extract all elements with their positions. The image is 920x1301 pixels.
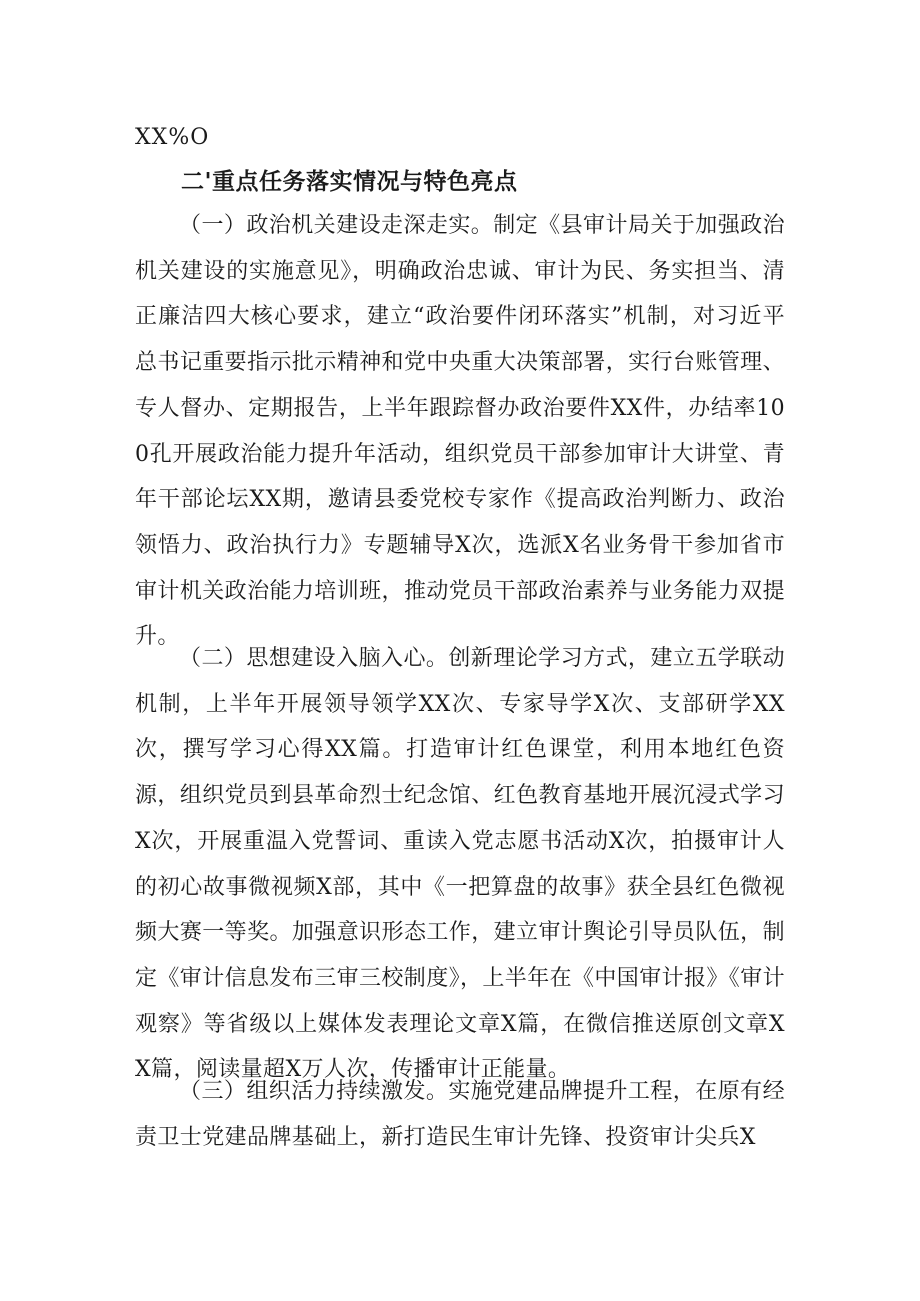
paragraph-organization-vitality: （三）组织活力持续激发。实施党建品牌提升工程，在原有经责卫士党建品牌基础上，新打造民生审计先锋、投资审计尖兵X: [135, 1079, 785, 1150]
paragraph-political-organ: （一）政治机关建设走深走实。制定《县审计局关于加强政治机关建设的实施意见》，明确政治忠诚、审计为民、务实担当、清正廉洁四大核心要求，建立“政治要件闭环落实”机制，对习近平总书记重要指示批示精神和党中央重大决策部署，实行台账管理、专人督办、定期报告，上半年跟踪督办政治要件XX件，办结率100孔开展政治能力提升年活动，组织党员干部参加审计大讲堂、青年干部论坛XX期，邀请县委党校专家作《提高政治判断力、政治领悟力、政治执行力》专题辅导X次，选派X名业务骨干参加省市审计机关政治能力培训班，推动党员干部政治素养与业务能力双提升。: [135, 213, 785, 650]
previous-page-fragment: XX%O: [135, 125, 210, 150]
section-heading: 二'重点任务落实情况与特色亮点: [181, 169, 518, 195]
paragraph-ideological-building: （二）思想建设入脑入心。创新理论学习方式，建立五学联动机制，上半年开展领导领学XX次、专家导学X次、支部研学XX次，撰写学习心得XX篇。打造审计红色课堂，利用本地红色资源，组织党员到县革命烈士纪念馆、红色教育基地开展沉浸式学习X次，开展重温入党誓词、重读入党志愿书活动X次，拍摄审计人的初心故事微视频X部，其中《一把算盘的故事》获全县红色微视频大赛一等奖。加强意识形态工作，建立审计舆论引导员队伍，制定《审计信息发布三审三校制度》，上半年在《中国审计报》《审计观察》等省级以上媒体发表理论文章X篇，在微信推送原创文章XX篇，阅读量超X万人次，传播审计正能量。: [135, 646, 786, 1083]
